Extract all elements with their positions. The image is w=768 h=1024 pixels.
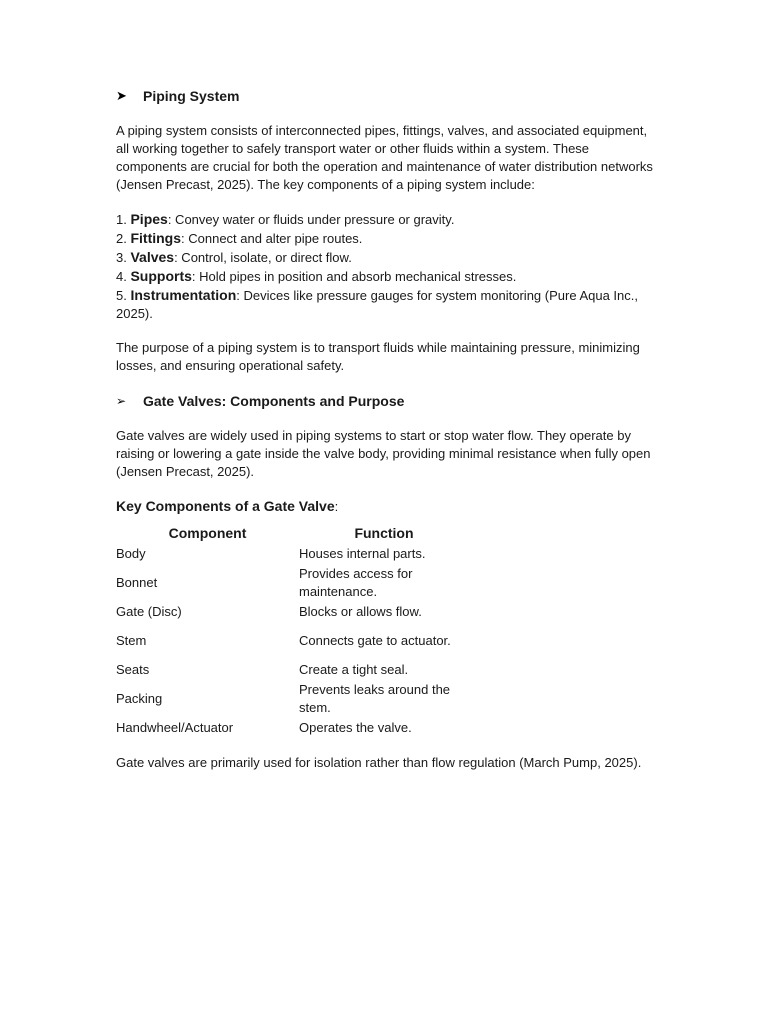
component-cell: Bonnet bbox=[116, 575, 158, 590]
gate-valves-heading bbox=[116, 391, 656, 411]
item-description: : Convey water or fluids under pressure or gravity. bbox=[167, 212, 455, 227]
function-cell: Connects gate to actuator. bbox=[299, 633, 451, 648]
arrowhead-outline-bullet-icon: ➢ bbox=[116, 394, 127, 408]
list-item bbox=[116, 248, 656, 267]
function-cell: Operates the valve. bbox=[299, 720, 412, 735]
key-components-heading bbox=[116, 497, 656, 516]
heading-text: Piping System bbox=[143, 88, 240, 104]
item-description: : Devices like pressure gauges for system monitoring (Pure Aqua Inc., 2025). bbox=[116, 288, 638, 321]
table-row bbox=[116, 718, 469, 738]
table-row bbox=[116, 660, 469, 680]
component-cell: Stem bbox=[116, 633, 147, 648]
item-description: : Control, isolate, or direct flow. bbox=[174, 250, 352, 265]
item-number: 3. bbox=[116, 250, 127, 265]
component-cell: Body bbox=[116, 546, 146, 561]
function-cell: Prevents leaks around the stem. bbox=[299, 682, 451, 715]
piping-components-list bbox=[116, 210, 656, 323]
function-cell: Provides access for maintenance. bbox=[299, 566, 413, 599]
component-cell: Handwheel/Actuator bbox=[116, 720, 234, 735]
piping-intro-paragraph: A piping system consists of interconnected pipes, fittings, valves, and associated equipment, all working together to safely transport water or other fluids within a system. These components are crucial for both the operation and maintenance of water distribution networks (Jensen Precast, 2025). The key components of a piping system include: bbox=[116, 123, 653, 192]
piping-system-heading bbox=[116, 86, 656, 106]
table-header-row bbox=[116, 524, 469, 544]
key-components-colon: : bbox=[334, 499, 339, 514]
list-item bbox=[116, 229, 656, 248]
list-item bbox=[116, 267, 656, 286]
table-row bbox=[116, 564, 469, 602]
table-row bbox=[116, 544, 469, 564]
gate-valves-closing-paragraph: Gate valves are primarily used for isolation rather than flow regulation (March Pump, 2025). bbox=[116, 755, 642, 770]
table-row bbox=[116, 680, 469, 718]
key-components-title: Key Components of a Gate Valve bbox=[116, 498, 335, 514]
item-term: Pipes bbox=[130, 211, 168, 227]
table-row bbox=[116, 602, 469, 622]
list-item bbox=[116, 286, 656, 323]
function-cell: Create a tight seal. bbox=[299, 662, 409, 677]
item-description: : Hold pipes in position and absorb mechanical stresses. bbox=[191, 269, 517, 284]
column-header-component: Component bbox=[168, 525, 247, 541]
table-row bbox=[116, 622, 469, 660]
piping-purpose-paragraph: The purpose of a piping system is to transport fluids while maintaining pressure, minimizing losses, and ensuring operational safety. bbox=[116, 340, 640, 373]
list-item bbox=[116, 210, 656, 229]
item-term: Supports bbox=[130, 268, 192, 284]
column-header-function: Function bbox=[354, 525, 414, 541]
item-description: : Connect and alter pipe routes. bbox=[181, 231, 363, 246]
heading-text: Gate Valves: Components and Purpose bbox=[143, 393, 405, 409]
item-term: Valves bbox=[130, 249, 175, 265]
function-cell: Blocks or allows flow. bbox=[299, 604, 422, 619]
item-number: 1. bbox=[116, 212, 127, 227]
gate-valve-components-table bbox=[116, 524, 469, 738]
gate-valves-intro-paragraph: Gate valves are widely used in piping systems to start or stop water flow. They operate by raising or lowering a gate inside the valve body, providing minimal resistance when fully open (Jensen Precast, 2025). bbox=[116, 428, 651, 479]
item-term: Instrumentation bbox=[130, 287, 237, 303]
component-cell: Seats bbox=[116, 662, 150, 677]
arrowhead-bullet-icon: ➤ bbox=[116, 88, 127, 103]
function-cell: Houses internal parts. bbox=[299, 546, 426, 561]
item-number: 4. bbox=[116, 269, 127, 284]
component-cell: Packing bbox=[116, 691, 163, 706]
item-term: Fittings bbox=[130, 230, 182, 246]
document-page bbox=[116, 86, 656, 772]
component-cell: Gate (Disc) bbox=[116, 604, 182, 619]
item-number: 5. bbox=[116, 288, 127, 303]
item-number: 2. bbox=[116, 231, 127, 246]
